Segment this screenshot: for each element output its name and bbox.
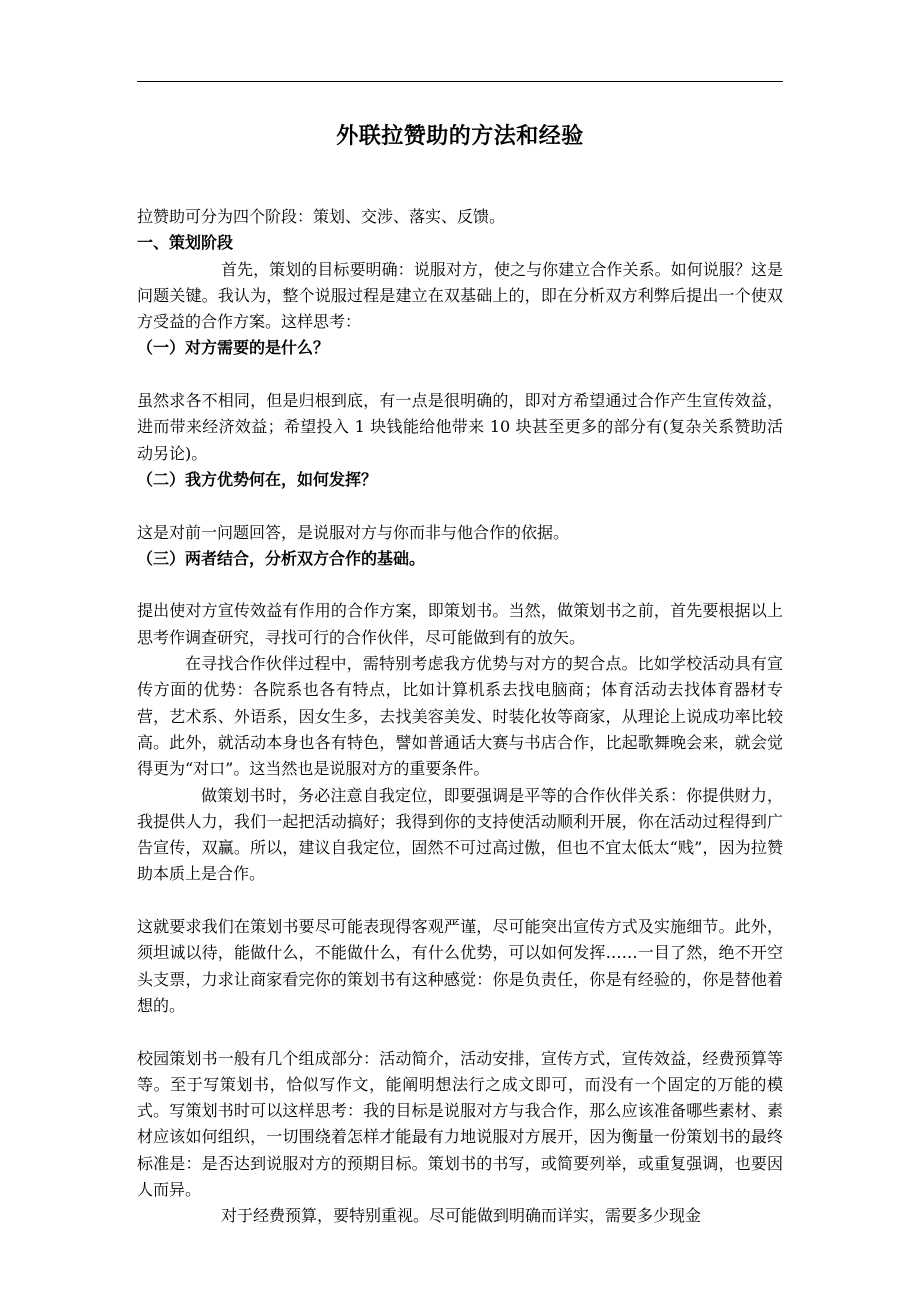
paragraph-6: 做策划书时，务必注意自我定位，即要强调是平等的合作伙伴关系：你提供财力，我提供人力，我们一起把活动搞好；我得到你的支持使活动顺利开展，你在活动过程得到广告宣传，双赢。所以，建议自我定位，固然不可过高过傲，但也不宜太低太“贱”，因为拉赞助本质上是合作。 [137,785,783,884]
subheading-3: （三）两者结合，分析双方合作的基础。 [137,548,426,568]
blank-line [137,362,783,388]
paragraph-1: 首先，策划的目标要明确：说服对方，使之与你建立合作关系。如何说服？这是问题关键。我认为，整个说服过程是建立在双基础上的，即在分析双方利弊后提出一个使双方受益的合作方案。这样思考： [137,259,783,332]
paragraph-9: 对于经费预算，要特别重视。尽可能做到明确而详实，需要多少现金 [221,1206,702,1226]
blank-line [137,493,783,519]
intro-paragraph: 拉赞助可分为四个阶段：策划、交涉、落实、反馈。 [137,207,506,226]
section-heading-planning: 一、策划阶段 [137,233,234,253]
header-rule [137,81,783,82]
blank-line [137,888,783,914]
paragraph-7: 这就要求我们在策划书要尽可能表现得客观严谨，尽可能突出宣传方式及实施细节。此外，须坦诚以待，能做什么，不能做什么，有什么优势，可以如何发挥……一目了然，绝不开空头支票，力求让商家看完你的策划书有这种感觉：你是负责任，你是有经验的，你是替他着想的。 [137,917,783,1015]
subheading-2: （二）我方优势何在，如何发挥？ [137,469,378,489]
subheading-1: （一）对方需要的是什么？ [137,338,330,358]
paragraph-5: 在寻找合作伙伴过程中，需特别考虑我方优势与对方的契合点。比如学校活动具有宣传方面的优势：各院系也各有特点，比如计算机系去找电脑商；体育活动去找体育器材专营，艺术系、外语系，因女生多，去找美容美发、时装化妆等商家，从理论上说成功率比较高。此外，就活动本身也各有特色，譬如普通话大赛与书店合作，比起歌舞晚会来，就会觉得更为“对口”。这当然也是说服对方的重要条件。 [137,654,783,779]
paragraph-8: 校园策划书一般有几个组成部分：活动简介，活动安排，宣传方式，宣传效益，经费预算等等。至于写策划书，恰似写作文，能阐明想法行之成文即可，而没有一个固定的万能的模式。写策划书时可以这样思考：我的目标是说服对方与我合作，那么应该准备哪些素材、素材应该如何组织，一切围绕着怎样才能最有力地说服对方展开，因为衡量一份策划书的最终标准是：是否达到说服对方的预期目标。策划书的书写，或简要列举，或重复强调，也要因人而异。 [137,1048,783,1199]
document-body [137,204,783,1230]
paragraph-3: 这是对前一问题回答，是说服对方与你而非与他合作的依据。 [137,522,570,542]
paragraph-2: 虽然求各不相同，但是归根到底，有一点是很明确的，即对方希望通过合作产生宣传效益，进而带来经济效益；希望投入 1 块钱能给他带来 10 块甚至更多的部分有(复杂关系赞助活动另论)。 [137,391,783,463]
blank-line [137,1019,783,1045]
paragraph-4: 提出使对方宣传效益有作用的合作方案，即策划书。当然，做策划书之前，首先要根据以上思考作调查研究，寻找可行的合作伙伴，尽可能做到有的放矢。 [137,601,783,647]
blank-line [137,572,783,598]
document-title: 外联拉赞助的方法和经验 [336,123,584,149]
